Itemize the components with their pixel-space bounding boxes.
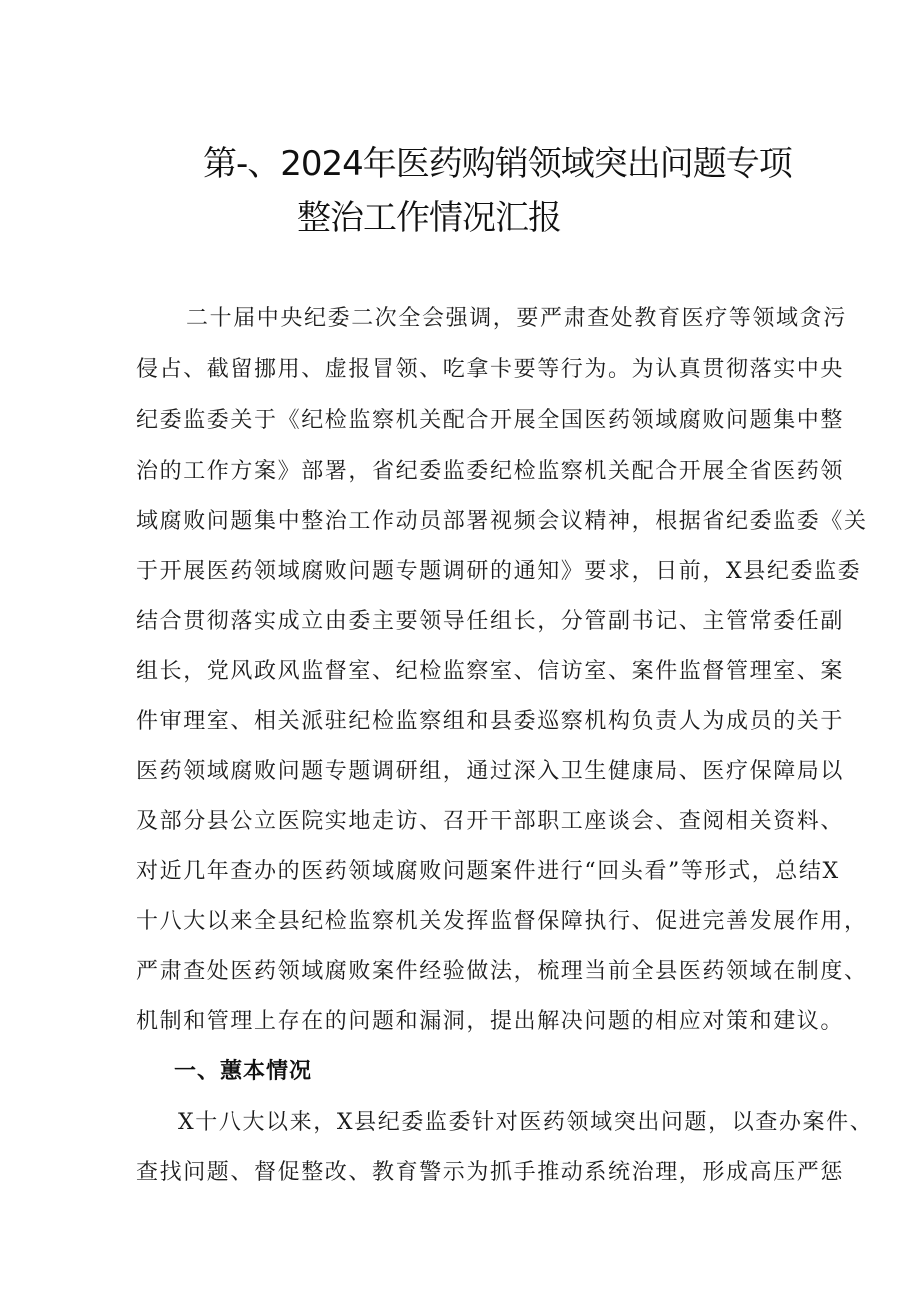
paragraph-1-line: 纪委监委关于《纪检监察机关配合开展全国医药领域腐败问题集中整	[136, 408, 845, 433]
paragraph-1-line: 二十届中央纪委二次全会强调，要严肃查处教育医疗等领域贪污	[186, 306, 847, 331]
paragraph-1-line: 机制和管理上存在的问题和漏洞，提出解决问题的相应对策和建议。	[136, 1009, 845, 1034]
paragraph-2-line: X十八大以来，X县纪委监委针对医药领域突出问题，以查办案件、	[178, 1110, 874, 1135]
paragraph-1-line: 组长，党风政风监督室、纪检监察室、信访室、案件监督管理室、案	[136, 659, 845, 684]
paragraph-1-line: 于开展医药领域腐败问题专题调研的通知》要求，日前，X县纪委监委	[136, 559, 862, 584]
section-1-heading: 一、蕙本情况	[174, 1059, 313, 1084]
paragraph-2-line: 查找问题、督促整改、教育警示为抓手推动系统治理，形成高压严惩	[136, 1160, 845, 1185]
paragraph-1-line: 治的工作方案》部署，省纪委监委纪检监察机关配合开展全省医药领	[136, 459, 845, 484]
paragraph-1-line: 侵占、截留挪用、虚报冒领、吃拿卡要等行为。为认真贯彻落实中央	[136, 357, 845, 382]
paragraph-1-line: 件审理室、相关派驻纪检监察组和县委巡察机构负责人为成员的关于	[136, 709, 845, 734]
paragraph-1-line: 医药领域腐败问题专题调研组，通过深入卫生健康局、医疗保障局以	[136, 759, 845, 784]
paragraph-1-line: 域腐败问题集中整治工作动员部署视频会议精神，根据省纪委监委《关	[136, 509, 868, 534]
document-title-line-2: 整治工作情况汇报	[297, 198, 561, 238]
paragraph-1-line: 及部分县公立医院实地走访、召开干部职工座谈会、查阅相关资料、	[136, 809, 845, 834]
paragraph-1-line: 结合贯彻落实成立由委主要领导任组长，分管副书记、主管常委任副	[136, 609, 845, 634]
paragraph-1-line: 十八大以来全县纪检监察机关发挥监督保障执行、促进完善发展作用，	[136, 909, 868, 934]
paragraph-1-line: 对近几年查办的医药领域腐败问题案件进行“回头看”等形式，总结X	[136, 859, 840, 884]
paragraph-1-line: 严肃查处医药领域腐败案件经验做法，梳理当前全县医药领域在制度、	[136, 959, 868, 984]
document-title-line-1: 第-、2024年医药购销领域突出问题专项	[203, 144, 792, 184]
